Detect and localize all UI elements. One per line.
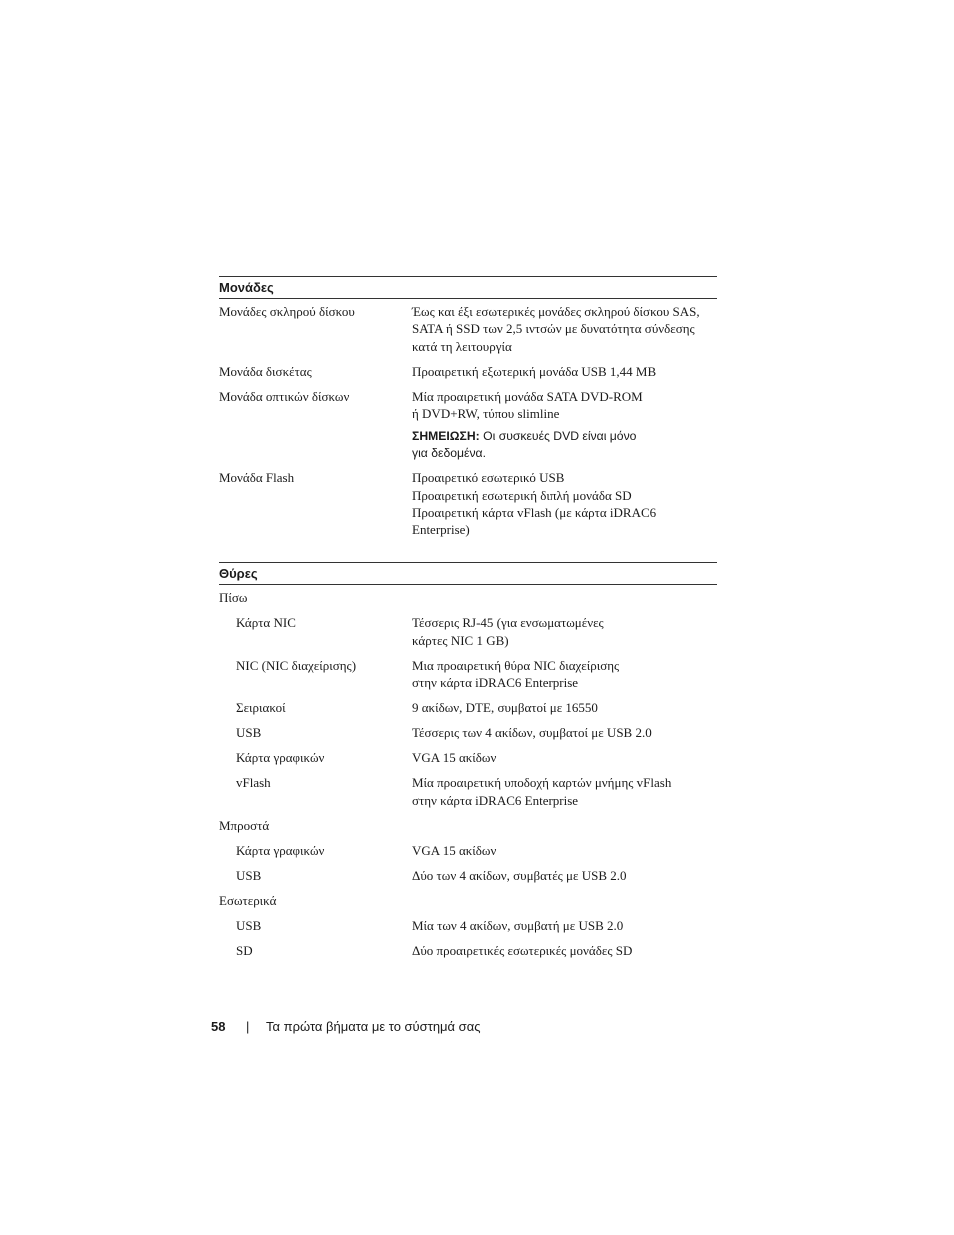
value-line: στην κάρτα iDRAC6 Enterprise [412, 675, 579, 691]
spec-row [219, 724, 717, 741]
value-line: Μία των 4 ακίδων, συμβατή με USB 2.0 [412, 917, 624, 933]
value-line: VGA 15 ακίδων [412, 842, 497, 858]
spec-row [219, 867, 717, 884]
spec-value [412, 774, 717, 809]
spec-row-flash [219, 469, 717, 539]
spec-row [219, 842, 717, 859]
spec-label: USB [236, 867, 262, 883]
spec-label: Κάρτα γραφικών [236, 842, 325, 858]
value-line: VGA 15 ακίδων [412, 750, 497, 766]
value-line: κάρτες NIC 1 GB) [412, 632, 509, 648]
spec-row [219, 657, 717, 692]
value-line: SATA ή SSD των 2,5 ιντσών με δυνατότητα σύνδεσης [412, 321, 695, 337]
value-line: Δύο προαιρετικές εσωτερικές μονάδες SD [412, 942, 633, 958]
spec-label: Μονάδα δισκέτας [219, 363, 312, 379]
footer-title: Τα πρώτα βήματα με το σύστημά σας [266, 1019, 481, 1034]
spec-value [412, 724, 717, 741]
spec-row [219, 942, 717, 959]
value-line: Προαιρετική εσωτερική διπλή μονάδα SD [412, 487, 632, 503]
section-header-drives: Μονάδες [219, 276, 717, 299]
value-line: Μία προαιρετική υποδοχή καρτών μνήμης vFlash [412, 775, 672, 791]
section-header-ports: Θύρες [219, 562, 717, 585]
value-line: Προαιρετική κάρτα vFlash (με κάρτα iDRAC6 [412, 505, 657, 521]
value-line: Έως και έξι εσωτερικές μονάδες σκληρού δίσκου SAS, [412, 304, 700, 319]
drives-rows [219, 299, 717, 539]
spec-label: Κάρτα NIC [236, 615, 296, 631]
ports-rows [219, 585, 717, 959]
value-line: 9 ακίδων, DTE, συμβατοί με 16550 [412, 700, 598, 716]
note-text: για δεδομένα. [412, 445, 486, 460]
spec-value [412, 867, 717, 884]
spec-row [219, 749, 717, 766]
footer-separator: | [246, 1019, 250, 1034]
page-footer [211, 1018, 480, 1036]
spec-row-hard-drives [219, 303, 717, 355]
spec-value [412, 699, 717, 716]
value-line: Enterprise) [412, 522, 470, 538]
value-line: κατά τη λειτουργία [412, 338, 512, 354]
spec-value [412, 388, 717, 462]
value-line: Μια προαιρετική θύρα NIC διαχείρισης [412, 657, 620, 673]
spec-row-diskette [219, 363, 717, 380]
spec-value [412, 942, 717, 959]
note-label: ΣΗΜΕΙΩΣΗ: [412, 428, 480, 443]
value-line: Τέσσερις των 4 ακίδων, συμβατοί με USB 2.0 [412, 725, 652, 741]
spec-value [412, 749, 717, 766]
spec-label: vFlash [236, 775, 271, 791]
value-line: Μία προαιρετική μονάδα SATA DVD-ROM [412, 388, 643, 404]
group-label-internal: Εσωτερικά [219, 892, 277, 908]
spec-label: NIC (NIC διαχείρισης) [236, 657, 357, 673]
group-label-back: Πίσω [219, 590, 248, 606]
spec-value [412, 657, 717, 692]
group-label-front: Μπροστά [219, 817, 270, 833]
note [412, 428, 717, 462]
spec-value [412, 614, 717, 649]
spec-row [219, 699, 717, 716]
value-line: Προαιρετικό εσωτερικό USB [412, 470, 565, 486]
value-line: Τέσσερις RJ-45 (για ενσωματωμένες [412, 615, 604, 631]
value-line: ή DVD+RW, τύπου slimline [412, 406, 560, 422]
spec-value [412, 917, 717, 934]
spec-value [412, 469, 717, 539]
spec-label: Μονάδες σκληρού δίσκου [219, 304, 355, 319]
spec-table [219, 276, 717, 967]
spec-row [219, 614, 717, 649]
spec-value [412, 842, 717, 859]
spec-value [412, 363, 717, 380]
spec-label: SD [236, 942, 253, 958]
spec-label: USB [236, 725, 262, 741]
page-number: 58 [211, 1019, 226, 1034]
spec-value [412, 303, 717, 355]
spec-row-optical [219, 388, 717, 462]
spec-row [219, 774, 717, 809]
value-line: Προαιρετική εξωτερική μονάδα USB 1,44 MB [412, 363, 657, 379]
spec-label: Σειριακοί [236, 700, 286, 716]
spec-label: Μονάδα Flash [219, 470, 295, 486]
note-text: Οι συσκευές DVD είναι μόνο [483, 428, 637, 443]
value-line: Δύο των 4 ακίδων, συμβατές με USB 2.0 [412, 867, 627, 883]
spec-label: Μονάδα οπτικών δίσκων [219, 388, 350, 404]
spec-label: Κάρτα γραφικών [236, 750, 325, 766]
spec-label: USB [236, 917, 262, 933]
spec-row [219, 917, 717, 934]
value-line: στην κάρτα iDRAC6 Enterprise [412, 792, 579, 808]
